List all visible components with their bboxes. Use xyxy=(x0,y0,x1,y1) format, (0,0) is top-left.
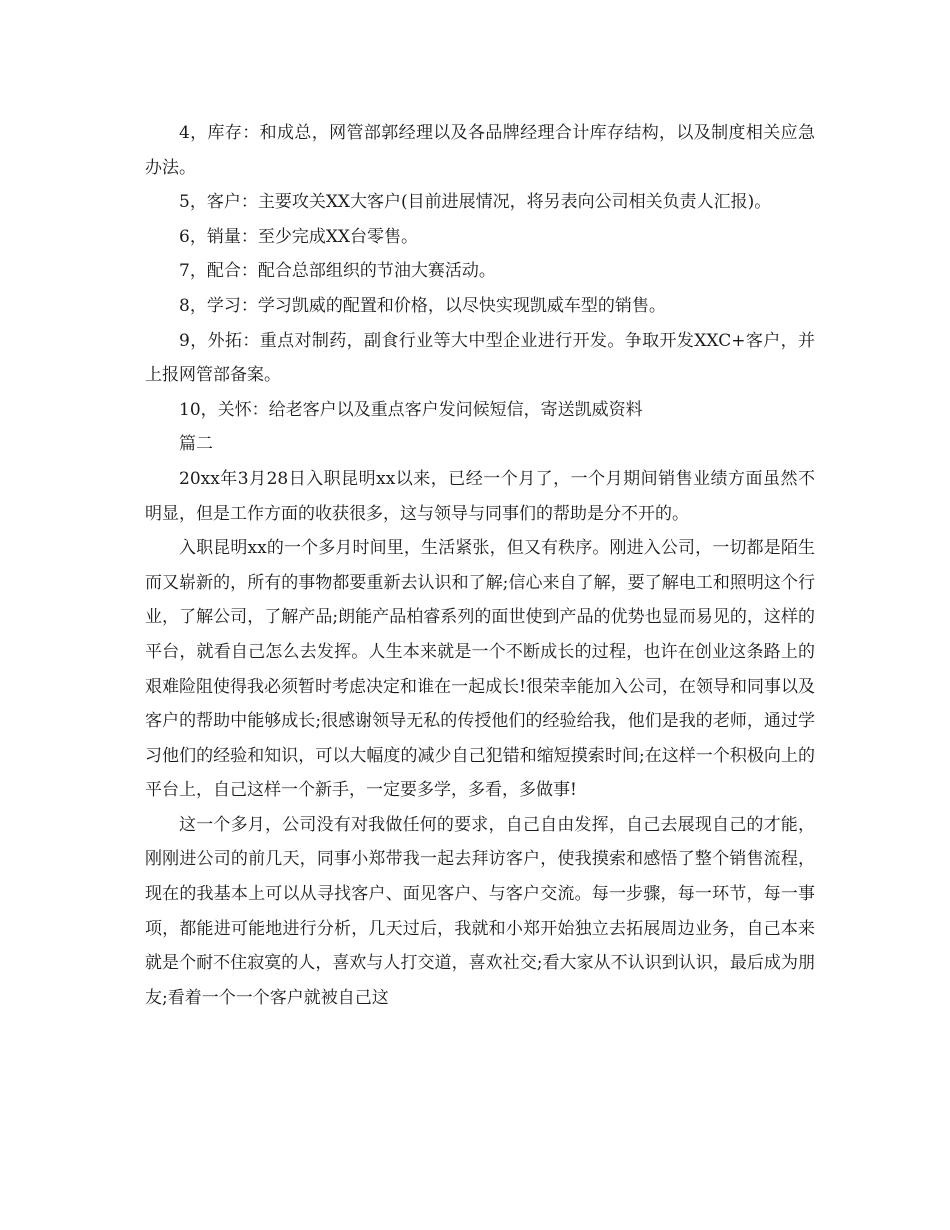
list-item-expansion: 9，外拓：重点对制药，副食行业等大中型企业进行开发。争取开发XXC+客户，并上报网管部备案。 xyxy=(145,330,815,386)
list-item-learning: 8，学习：学习凯威的配置和价格，以尽快实现凯威车型的销售。 xyxy=(179,295,666,316)
document-page xyxy=(145,116,815,1015)
list-item-sales: 6，销量：至少完成XX台零售。 xyxy=(179,226,419,247)
body-paragraph: 这一个多月，公司没有对我做任何的要求，自己自由发挥，自己去展现自己的才能，刚刚进公司的前几天，同事小郑带我一起去拜访客户，使我摸索和感悟了整个销售流程，现在的我基本上可以从寻找客户、面见客户、与客户交流。每一步骤，每一环节，每一事项，都能进可能地进行分析，几天过后，我就和小郑开始独立去拓展周边业务，自己本来就是个耐不住寂寞的人，喜欢与人打交道，喜欢社交;看大家从不认识到认识，最后成为朋友;看着一个一个客户就被自己这 xyxy=(145,814,815,1008)
list-item-inventory: 4，库存：和成总，网管部郭经理以及各品牌经理合计库存结构，以及制度相关应急办法。 xyxy=(145,123,815,178)
list-item-care: 10，关怀：给老客户以及重点客户发问候短信，寄送凯威资料 xyxy=(179,399,643,420)
body-paragraph: 20xx年3月28日入职昆明xx以来，已经一个月了，一个月期间销售业绩方面虽然不明显，但是工作方面的收获很多，这与领导与同事们的帮助是分不开的。 xyxy=(145,468,815,524)
body-paragraph: 入职昆明xx的一个多月时间里，生活紧张，但又有秩序。刚进入公司，一切都是陌生而又崭新的，所有的事物都要重新去认识和了解;信心来自了解，要了解电工和照明这个行业，了解公司，了解产品;朗能产品柏睿系列的面世使到产品的优势也显而易见的，这样的平台，就看自己怎么去发挥。人生本来就是一个不断成长的过程，也许在创业这条路上的艰难险阻使得我必须暂时考虑决定和谁在一起成长!很荣幸能加入公司，在领导和同事以及客户的帮助中能够成长;很感谢领导无私的传授他们的经验给我，他们是我的老师，通过学习他们的经验和知识，可以大幅度的减少自己犯错和缩短摸索时间;在这样一个积极向上的平台上，自己这样一个新手，一定要多学，多看，多做事! xyxy=(145,538,815,801)
list-item-customers: 5，客户：主要攻关XX大客户(目前进展情况，将另表向公司相关负责人汇报)。 xyxy=(179,192,772,213)
list-item-cooperation: 7，配合：配合总部组织的节油大赛活动。 xyxy=(179,261,496,282)
section-title: 篇二 xyxy=(179,434,213,455)
